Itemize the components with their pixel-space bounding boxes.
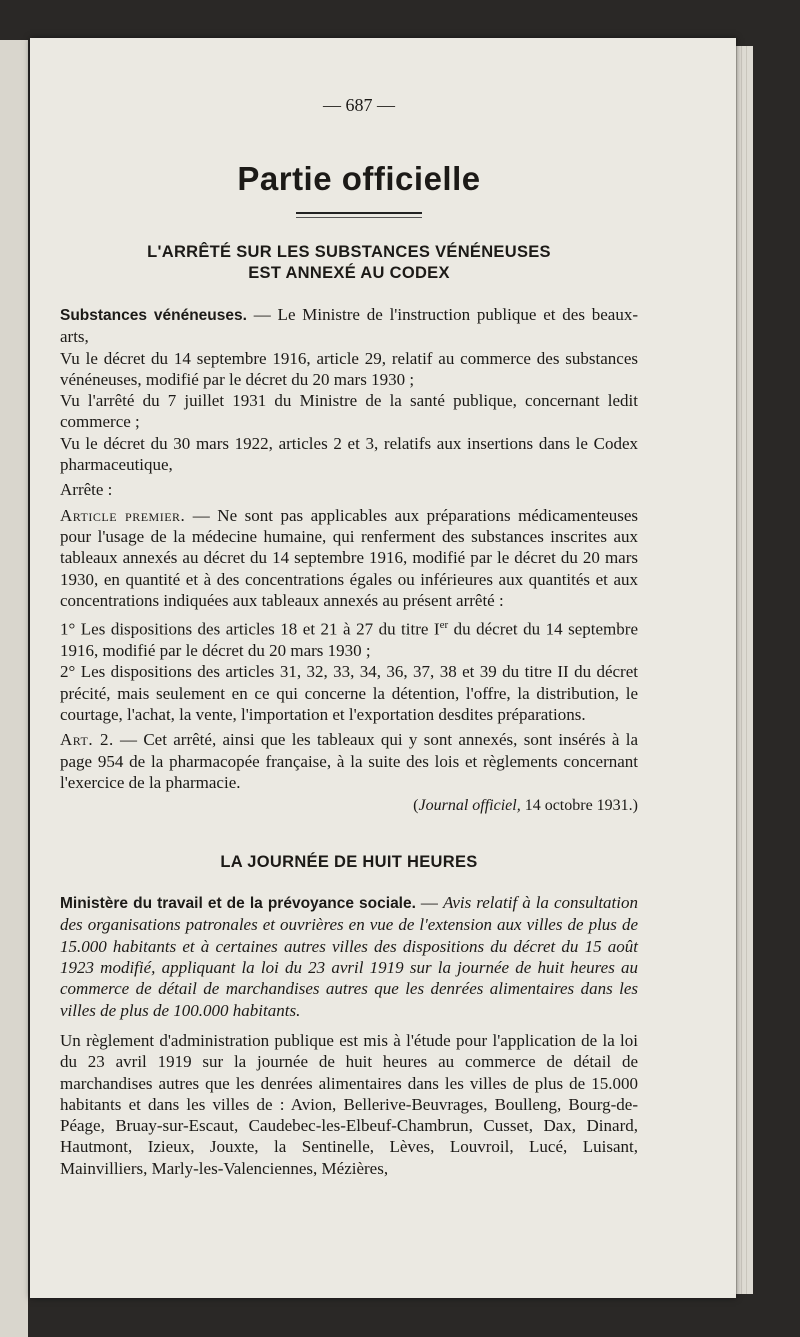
page-stack-line: [741, 46, 742, 1294]
article-1-label: Article premier.: [60, 505, 186, 525]
article-1-item-1: 1° Les dispositions des articles 18 et 21 à 27 du titre Ier du décret du 14 septembre 1916, modifié par le décret du 20 mars 1930 ;: [60, 619, 638, 661]
page-stack-edge: [736, 46, 753, 1294]
vu-paragraph-2: Vu l'arrêté du 7 juillet 1931 du Ministre de la santé publique, concernant ledit commerce ;: [60, 391, 638, 432]
title-rule: [296, 212, 422, 218]
lead-label: Substances vénéneuses.: [60, 307, 247, 324]
section2-lead: Ministère du travail et de la prévoyance sociale. — Avis relatif à la consultation des organisations patronales et ouvrières en vue de l'extension aux villes de plus de 15.000 habitants et à certaines autres villes des dispositions du décret du 15 août 1923 modifié, appliquant la loi du 23 avril 1919 sur la journée de huit heures au commerce de détail de marchandises autres que les denrées alimentaires dans les villes de plus de 100.000 habitants.: [60, 893, 638, 1020]
section1-heading-line1: L'ARRÊTÉ SUR LES SUBSTANCES VÉNÉNEUSES: [147, 243, 551, 261]
section1-heading-line2: EST ANNEXÉ AU CODEX: [248, 264, 450, 282]
article-2: [60, 729, 638, 793]
section2-lead-label: Ministère du travail et de la prévoyance sociale.: [60, 895, 416, 913]
page-content: [60, 95, 638, 1179]
section2-lead-italic: Avis relatif à la consultation des organisations patronales et ouvrières en vue de l'extension aux villes de plus de 15.000 habitants et à certaines autres villes des dispositions du décret du 15 août 1923 modifié, appliquant la loi du 23 avril 1919 sur la journée de huit heures au commerce de détail de marchandises autres que les denrées alimentaires dans les villes de plus de 100.000 habitants.: [60, 893, 638, 1020]
facing-page-edge: [0, 40, 28, 1337]
section1-lead: [60, 304, 638, 348]
section1-heading: [60, 242, 638, 284]
page-stack-line: [746, 46, 747, 1294]
source-citation: (Journal officiel, 14 octobre 1931.): [413, 797, 638, 815]
article-2-text: — Cet arrêté, ainsi que les tableaux qui y sont annexés, sont insérés à la page 954 de la pharmacopée française, à la suite des lois et règlements concernant l'exercice de la pharmacie.: [60, 730, 639, 792]
section2-body: Un règlement d'administration publique est mis à l'étude pour l'application de la loi du 23 avril 1919 sur la journée de huit heures au commerce de détail de marchandises autres que les denrées alimentaires dans les villes de plus de 15.000 habitants et dans les villes de : Avion, Bellerive-Beuvrages, Boulleng, Bourg-de-Péage, Bruay-sur-Escaut, Caudebec-les-Elbeuf-Chambrun, Cusset, Dax, Dinard, Hautmont, Izieux, Jouxte, la Sentinelle, Lèves, Louvroil, Lucé, Luisant, Mainvilliers, Marly-les-Valenciennes, Mézières,: [60, 1030, 638, 1178]
article-1: [60, 505, 638, 611]
article-1-text: — Ne sont pas applicables aux préparations médicamenteuses pour l'usage de la médecine humaine, qui renferment des substances inscrites aux tableaux annexés au décret du 14 septembre 1916, modifié par le décret du 20 mars 1930, en quantité et à des concentrations égales ou inférieures aux quantités et aux concentrations indiquées aux tableaux annexés au présent arrêté :: [60, 505, 638, 610]
article-2-label: Art. 2.: [60, 730, 114, 750]
lead-text: — Le Ministre de l'instruction publique et des beaux-arts,: [60, 305, 638, 347]
page-number: — 687 —: [323, 95, 395, 115]
vu-paragraph-1: Vu le décret du 14 septembre 1916, article 29, relatif au commerce des substances vénéneuses, modifié par le décret du 20 mars 1930 ;: [60, 348, 638, 389]
page-title: Partie officielle: [237, 160, 481, 197]
arrete-line: Arrête :: [60, 480, 113, 500]
section2-heading: LA JOURNÉE DE HUIT HEURES: [220, 853, 478, 872]
vu-paragraph-3: Vu le décret du 30 mars 1922, articles 2 et 3, relatifs aux insertions dans le Codex pharmaceutique,: [60, 433, 638, 475]
article-1-item-2: 2° Les dispositions des articles 31, 32, 33, 34, 36, 37, 38 et 39 du titre II du décret précité, mais seulement en ce qui concerne la détention, l'offre, la distribution, le courtage, l'achat, la vente, l'importation et l'exportation desdites préparations.: [60, 662, 638, 724]
